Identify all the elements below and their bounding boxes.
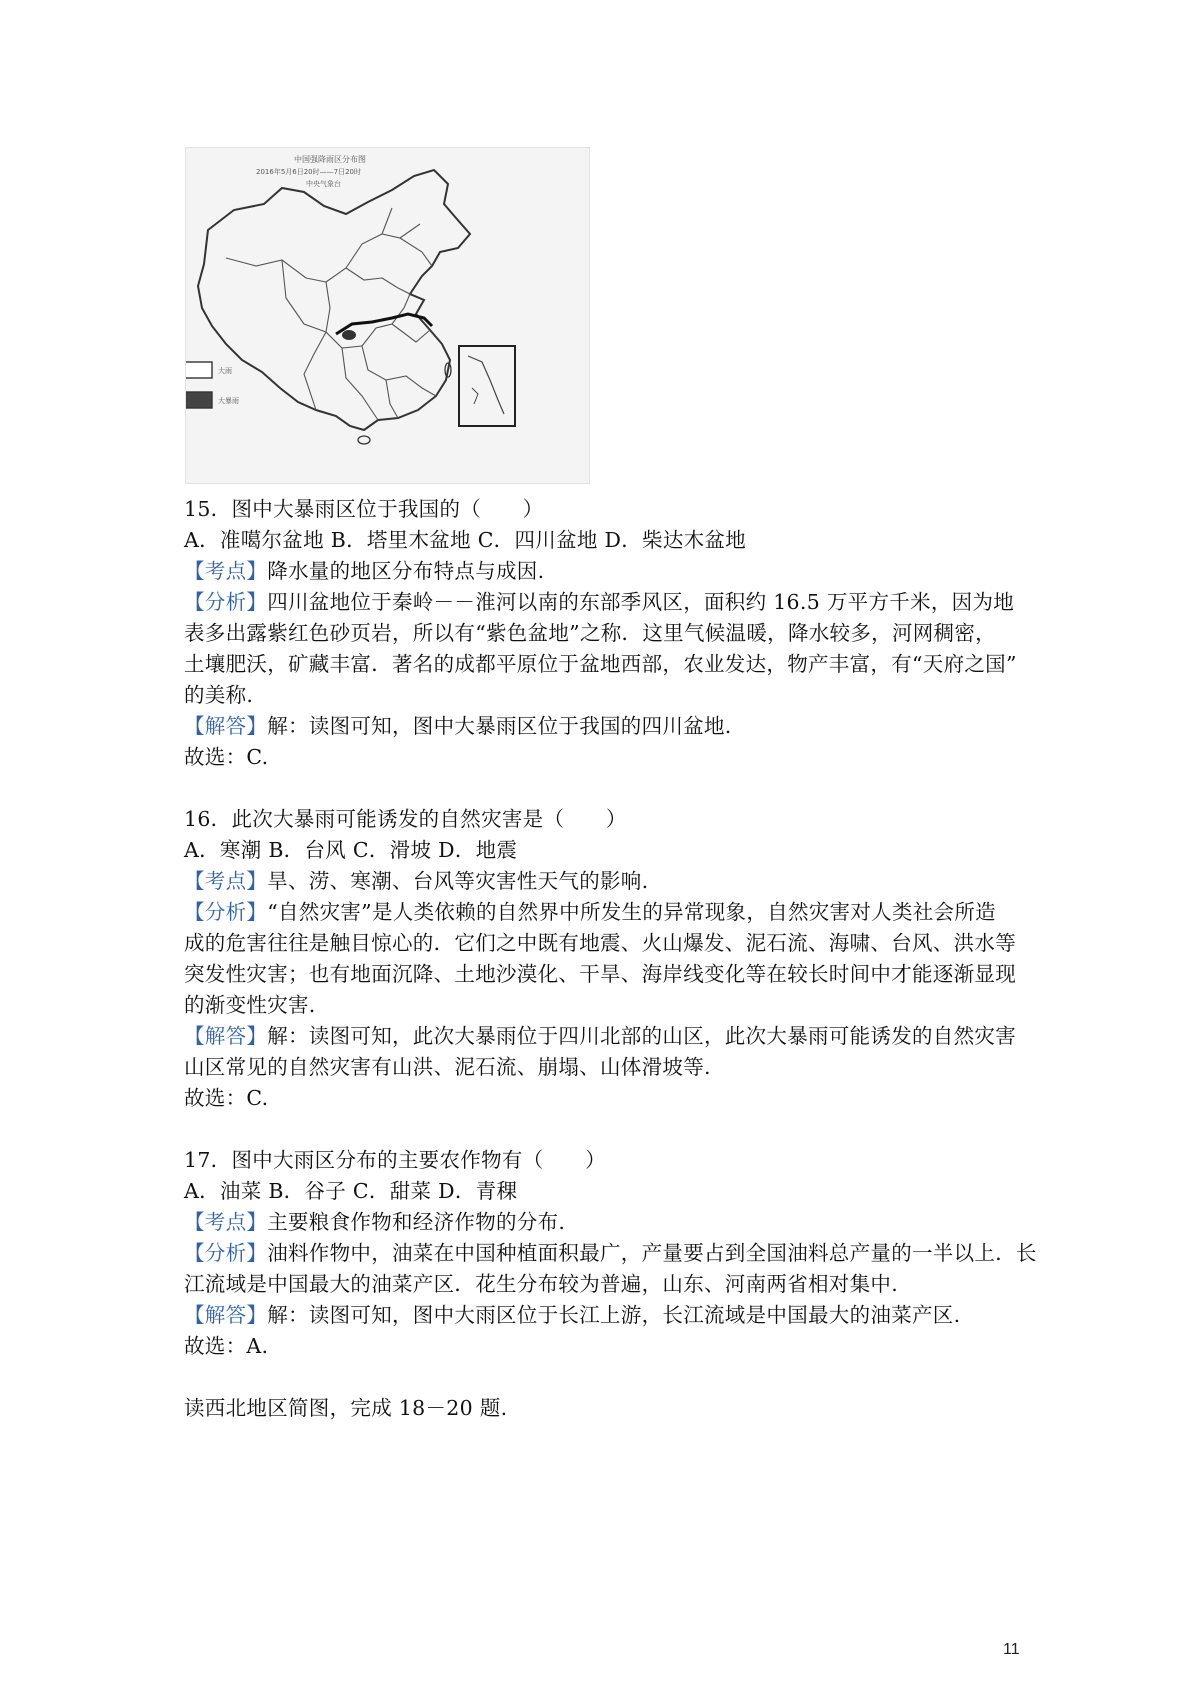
q15-fenxi-line: 的美称. [184, 683, 254, 707]
fenxi-text: “自然灾害”是人类依赖的自然界中所发生的异常现象，自然灾害对人类社会所造 [267, 900, 996, 924]
q16-jieda-line: 山区常见的自然灾害有山洪、泥石流、崩塌、山体滑坡等. [184, 1055, 711, 1079]
q17-fenxi [184, 1238, 1037, 1269]
south-china-sea-inset [459, 346, 515, 426]
q17-kaodian [184, 1207, 1024, 1238]
fenxi-tag: 【分析】 [184, 900, 268, 924]
legend-swatch-rainstorm [186, 392, 212, 408]
q16-kaodian [184, 866, 1024, 897]
q16-fenxi-line: 突发性灾害；也有地面沉降、土地沙漠化、干旱、海岸线变化等在较长时间中才能逐渐显现 [184, 962, 1016, 986]
q15-fenxi [184, 587, 1024, 618]
kaodian-tag: 【考点】 [184, 869, 268, 893]
map-subtitle: 2016年5月6日20时——7日20时 [256, 168, 361, 176]
q17-question: 17．图中大雨区分布的主要农作物有（ ） [184, 1148, 606, 1172]
legend-label-heavy-rain: 大雨 [218, 367, 232, 375]
kaodian-text: 降水量的地区分布特点与成因. [267, 559, 545, 583]
map-source: 中央气象台 [306, 180, 341, 188]
q15-options: A．准噶尔盆地 B．塔里木盆地 C．四川盆地 D．柴达木盆地 [184, 528, 747, 552]
jieda-tag: 【解答】 [184, 714, 268, 738]
kaodian-tag: 【考点】 [184, 1210, 268, 1234]
kaodian-text: 旱、涝、寒潮、台风等灾害性天气的影响. [267, 869, 649, 893]
q16-answer: 故选：C. [184, 1086, 269, 1110]
q16-fenxi-line: 的渐变性灾害. [184, 993, 316, 1017]
map-title: 中国强降雨区分布图 [294, 155, 366, 164]
fenxi-tag: 【分析】 [184, 590, 268, 614]
rainstorm-area [342, 330, 356, 340]
q16-options: A．寒潮 B．台风 C．滑坡 D．地震 [184, 838, 518, 862]
legend-swatch-heavy-rain [186, 362, 212, 378]
jieda-tag: 【解答】 [184, 1303, 268, 1327]
question-content [184, 494, 1037, 1424]
q16-jieda [184, 1021, 1024, 1052]
fenxi-text: 油料作物中，油菜在中国种植面积最广，产量要占到全国油料总产量的一半以上．长 [267, 1241, 1037, 1265]
legend-label-rainstorm: 大暴雨 [218, 397, 239, 405]
next-section-intro: 读西北地区简图，完成 18－20 题. [184, 1396, 508, 1420]
jieda-tag: 【解答】 [184, 1024, 268, 1048]
q17-fenxi-line: 江流域是中国最大的油菜产区．花生分布较为普遍，山东、河南两省相对集中. [184, 1272, 899, 1296]
china-rainfall-map [185, 147, 590, 484]
q16-fenxi [184, 897, 1024, 928]
q17-options: A．油菜 B．谷子 C．甜菜 D．青稞 [184, 1179, 518, 1203]
fenxi-text: 四川盆地位于秦岭－－淮河以南的东部季风区，面积约 16.5 万平方千米，因为地 [267, 590, 1015, 614]
kaodian-tag: 【考点】 [184, 559, 268, 583]
q16-fenxi-line: 成的危害往往是触目惊心的．它们之中既有地震、火山爆发、泥石流、海啸、台风、洪水等 [184, 931, 1016, 955]
q15-answer: 故选：C. [184, 745, 269, 769]
jieda-text: 解：读图可知，图中大雨区位于长江上游，长江流域是中国最大的油菜产区. [267, 1303, 961, 1327]
q15-kaodian [184, 556, 1024, 587]
jieda-text: 解：读图可知，此次大暴雨位于四川北部的山区，此次大暴雨可能诱发的自然灾害 [267, 1024, 1017, 1048]
q15-jieda [184, 711, 1024, 742]
kaodian-text: 主要粮食作物和经济作物的分布. [267, 1210, 566, 1234]
jieda-text: 解：读图可知，图中大暴雨区位于我国的四川盆地. [267, 714, 732, 738]
q16-question: 16．此次大暴雨可能诱发的自然灾害是（ ） [184, 807, 627, 831]
fenxi-tag: 【分析】 [184, 1241, 268, 1265]
page-number: 11 [1003, 1641, 1020, 1658]
china-outline [198, 170, 470, 430]
q17-jieda [184, 1300, 1024, 1331]
q15-question: 15．图中大暴雨区位于我国的（ ） [184, 497, 544, 521]
q17-answer: 故选：A. [184, 1334, 269, 1358]
map-graphic [186, 148, 589, 483]
q15-fenxi-line: 表多出露紫红色砂页岩，所以有“紫色盆地”之称．这里气候温暖，降水较多，河网稠密， [184, 621, 996, 645]
q15-fenxi-line: 土壤肥沃，矿藏丰富．著名的成都平原位于盆地西部，农业发达，物产丰富，有“天府之国” [184, 652, 1017, 676]
